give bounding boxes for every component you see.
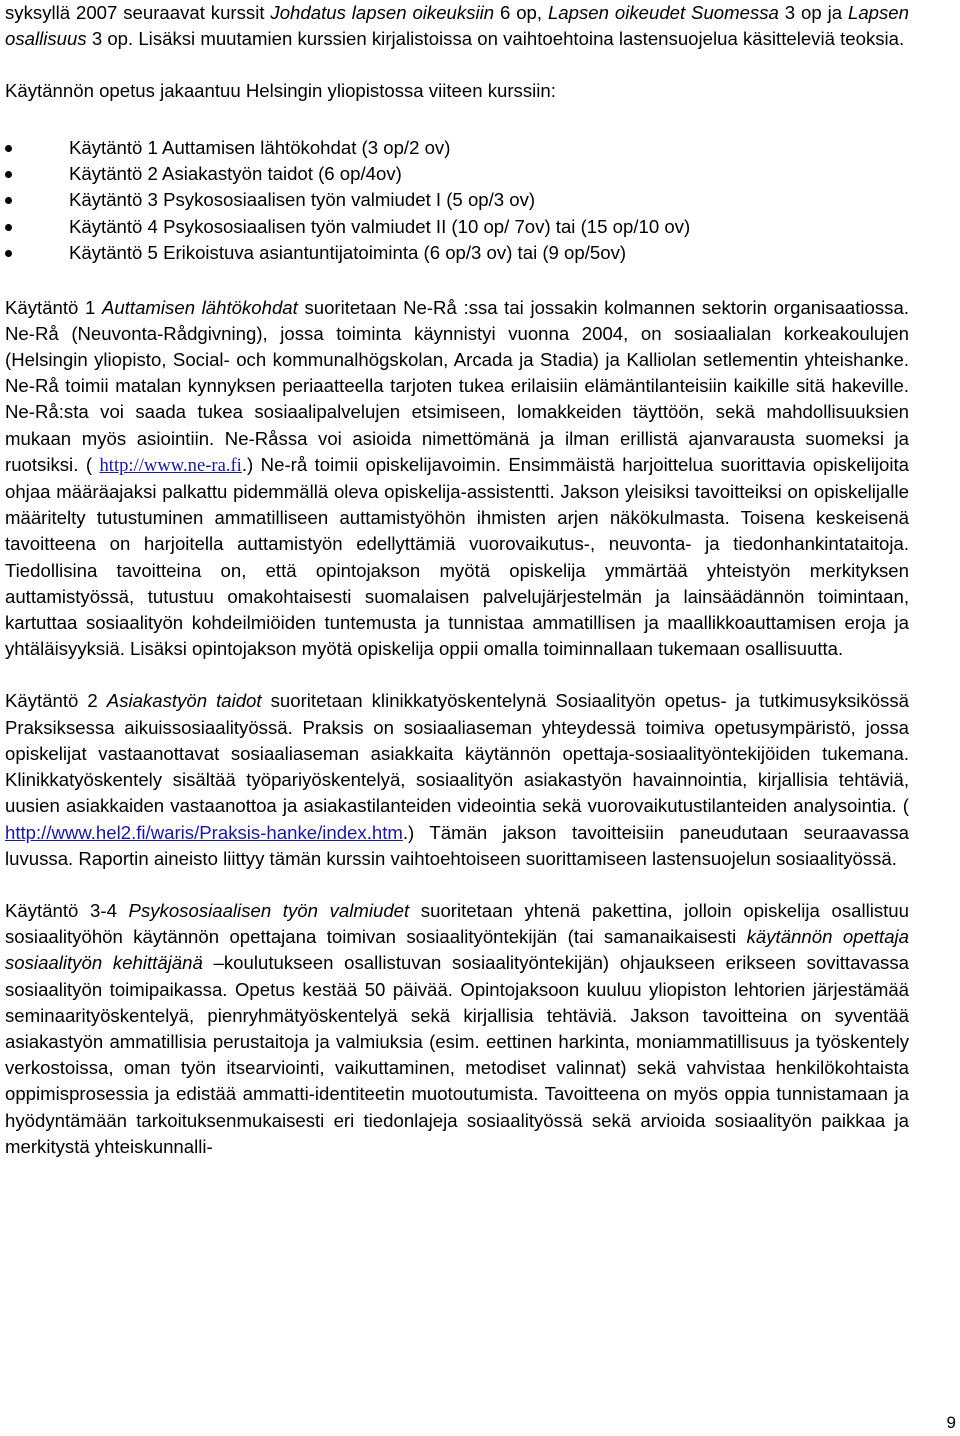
list-item — [5, 240, 909, 266]
para3-text-e: –koulutukseen osallistuvan sosiaalityöntekijän) ohjaukseen erikseen sovittavassa sosiaalityön toimipaikassa. Opetus kestää 50 päivää. Opintojaksoon kuuluu yliopiston lehtorien järjestämää seminaarityöskentelyä, pienryhmätyöskentelyä sekä kirjallisia tehtäviä. Jakson tavoitteina on syventää asiakastyön ammatillisia perustaitoja ja valmiuksia (esim. eettinen harkinta, moniammatillisuus ja työskentely verkostoissa, oman työn itsearviointi, vaikuttaminen, metodiset valinnat) sekä vahvistaa henkilökohtaista oppimisprosessia ja edistää ammatti-identiteetin muotoutumista. Tavoitteena on myös oppia tunnistamaan ja hyödyntämään tarkoituksenmukaisesti eri tiedonlajeja sosiaalityössä sekä arvioida sosiaalityön paikkaa ja merkitystä yhteiskunnalli- — [5, 952, 909, 1157]
para1-text-d: .) Ne-rå toimii opiskelijavoimin. Ensimmäistä harjoittelua suorittavia opiskelijoita ohjaa määräajaksi palkattu pidemmällä oleva opiskelija-assistentti. Jakson yleisiksi tavoitteiksi on opiskelijalle määritelty tutustuminen ammatilliseen auttamistyöhön ihmisten arjen näkökulmasta. Toisena keskeisenä tavoitteena on harjoitella auttamistyön edellyttämiä vuorovaikutus-, neuvonta- ja tiedonhankintataitoja. Tiedollisina tavoitteina on, että opintojakson myötä opiskelija ymmärtää yhteistyön merkityksen auttamistyössä, tutustuu omakohtaisesti suomalaisen palvelujärjestelmän ja lainsäädännön toimintaan, kartuttaa sosiaalityön kohdeilmiöiden tuntemusta ja tunnistaa ammatillisen ja maallikkoauttamisen eroja ja yhtäläisyyksiä. Lisäksi opintojakson myötä opiskelija oppii omalla toiminnallaan tukemaan osallisuutta. — [5, 453, 909, 660]
course-title-lapsen-osallisuus: Lapsen osallisuus — [5, 2, 909, 50]
para1-text-a: Käytäntö 1 — [5, 296, 103, 318]
course-title-lapsen-oikeudet: Johdatus lapsen oikeuksiin — [270, 2, 495, 23]
kaytanto-2-paragraph — [5, 688, 909, 871]
para1-text-c: suoritetaan Ne-Rå :ssa tai jossakin kolmannen sektorin organisaatiossa. Ne-Rå (Neuvonta-Rådgivning), jossa toiminta käynnistyi vuonna 2004, on sosiaalialan korkeakoulujen (Helsingin yliopisto, Social- och kommunalhögskolan, Arcada ja Stadia) ja Kalliolan setlementin yhteishanke. Ne-Rå toimii matalan kynnyksen periaatteella tarjoten tukea erilaisiin elämäntilanteisiin kaikille sitä hakeville. Ne-Rå:sta voi saada tukea sosiaalipalvelujen etsimiseen, lomakkeiden täyttöön, sekä mahdollisuuksien mukaan myös asiointiin. Ne-Råssa voi asioida nimettömänä ja ilman erillistä ajanvarausta suomeksi ja ruotsiksi. ( — [5, 296, 909, 475]
para2-text-a: Käytäntö 2 — [5, 690, 107, 712]
lead-sentence: Käytännön opetus jakaantuu Helsingin yliopistossa viiteen kurssiin: — [5, 80, 556, 102]
page-number: 9 — [946, 1413, 956, 1432]
spacer — [5, 872, 909, 898]
course-item-label: Käytäntö 2 Asiakastyön taidot (6 op/4ov) — [69, 163, 402, 185]
intro-text-c: 6 op, — [494, 2, 548, 23]
bullet-icon — [5, 224, 12, 231]
ne-ra-link[interactable]: http://www.ne-ra.fi — [99, 454, 242, 476]
para3-text-a: Käytäntö 3-4 — [5, 899, 129, 921]
list-item — [5, 161, 909, 187]
document-page — [5, 0, 909, 1160]
kaytanto-1-paragraph — [5, 295, 909, 663]
intro-text-a: syksyllä 2007 seuraavat kurssit — [5, 2, 271, 23]
course-title-auttamisen-lahtokohdat: Auttamisen lähtökohdat — [102, 296, 298, 318]
spacer — [5, 662, 909, 688]
course-list — [5, 135, 909, 267]
list-item — [5, 187, 909, 213]
intro-text-g: 3 op. Lisäksi muutamien kurssien kirjalistoissa on vaihtoehtoina lastensuojelua käsitteleviä teoksia. — [86, 28, 905, 50]
spacer — [5, 105, 909, 135]
kaytannon-opettaja-phrase: käytännön opettaja sosiaalityön kehittäjänä — [5, 926, 910, 974]
list-item — [5, 135, 909, 161]
bullet-icon — [5, 250, 12, 257]
course-title-psykososiaalisen-tyon-valmiudet: Psykososiaalisen työn valmiudet — [128, 899, 410, 921]
para3-text-c: suoritetaan yhtenä pakettina, jolloin opiskelija osallistuu sosiaalityöhön käytännön opettajana toimivan sosiaalityöntekijän (tai samanaikaisesti — [5, 899, 909, 948]
kaytanto-3-4-paragraph — [5, 898, 909, 1160]
course-item-label: Käytäntö 4 Psykososiaalisen työn valmiudet II (10 op/ 7ov) tai (15 op/10 ov) — [69, 215, 691, 237]
praksis-hanke-link[interactable]: http://www.hel2.fi/waris/Praksis-hanke/index.htm — [5, 821, 403, 843]
bullet-icon — [5, 145, 12, 152]
bullet-icon — [5, 197, 12, 204]
para2-text-d: .) Tämän jakson tavoitteisiin paneudutaan seuraavassa luvussa. Raportin aineisto liittyy tämän kurssin vaihtoehtoiseen suorittamiseen lastensuojelun sosiaalityössä. — [5, 821, 909, 869]
list-item — [5, 214, 909, 240]
intro-paragraph — [5, 0, 909, 52]
course-item-label: Käytäntö 5 Erikoistuva asiantuntijatoiminta (6 op/3 ov) tai (9 op/5ov) — [69, 242, 627, 264]
course-item-label: Käytäntö 1 Auttamisen lähtökohdat (3 op/2 ov) — [69, 136, 451, 158]
course-item-label: Käytäntö 3 Psykososiaalisen työn valmiudet I (5 op/3 ov) — [69, 189, 536, 211]
intro-text-e: 3 op ja — [778, 2, 848, 23]
course-title-lapsen-oikeudet-suomessa: Lapsen oikeudet Suomessa — [547, 2, 779, 23]
spacer — [5, 52, 909, 78]
bullet-icon — [5, 171, 12, 178]
spacer — [5, 267, 909, 295]
course-title-asiakastyon-taidot: Asiakastyön taidot — [106, 690, 262, 712]
para2-text-c: suoritetaan klinikkatyöskentelynä Sosiaalityön opetus- ja tutkimusyksikössä Praksiksessa aikuissosiaalityössä. Praksis on sosiaaliaseman yhteydessä toimiva opetusympäristö, jossa opiskelijat vastaanottavat sosiaaliaseman asiakkaita käytännön opettaja-sosiaalityöntekijöiden tukemana. Klinikkatyöskentely sisältää työpariyöskentelyä, sosiaalityön asiakastyön havainnointia, kirjallisia tehtäviä, uusien asiakkaiden vastaanottoa ja asiakastilanteiden videointia sekä vuorovaikutustilanteiden analysointia. ( — [5, 690, 909, 817]
